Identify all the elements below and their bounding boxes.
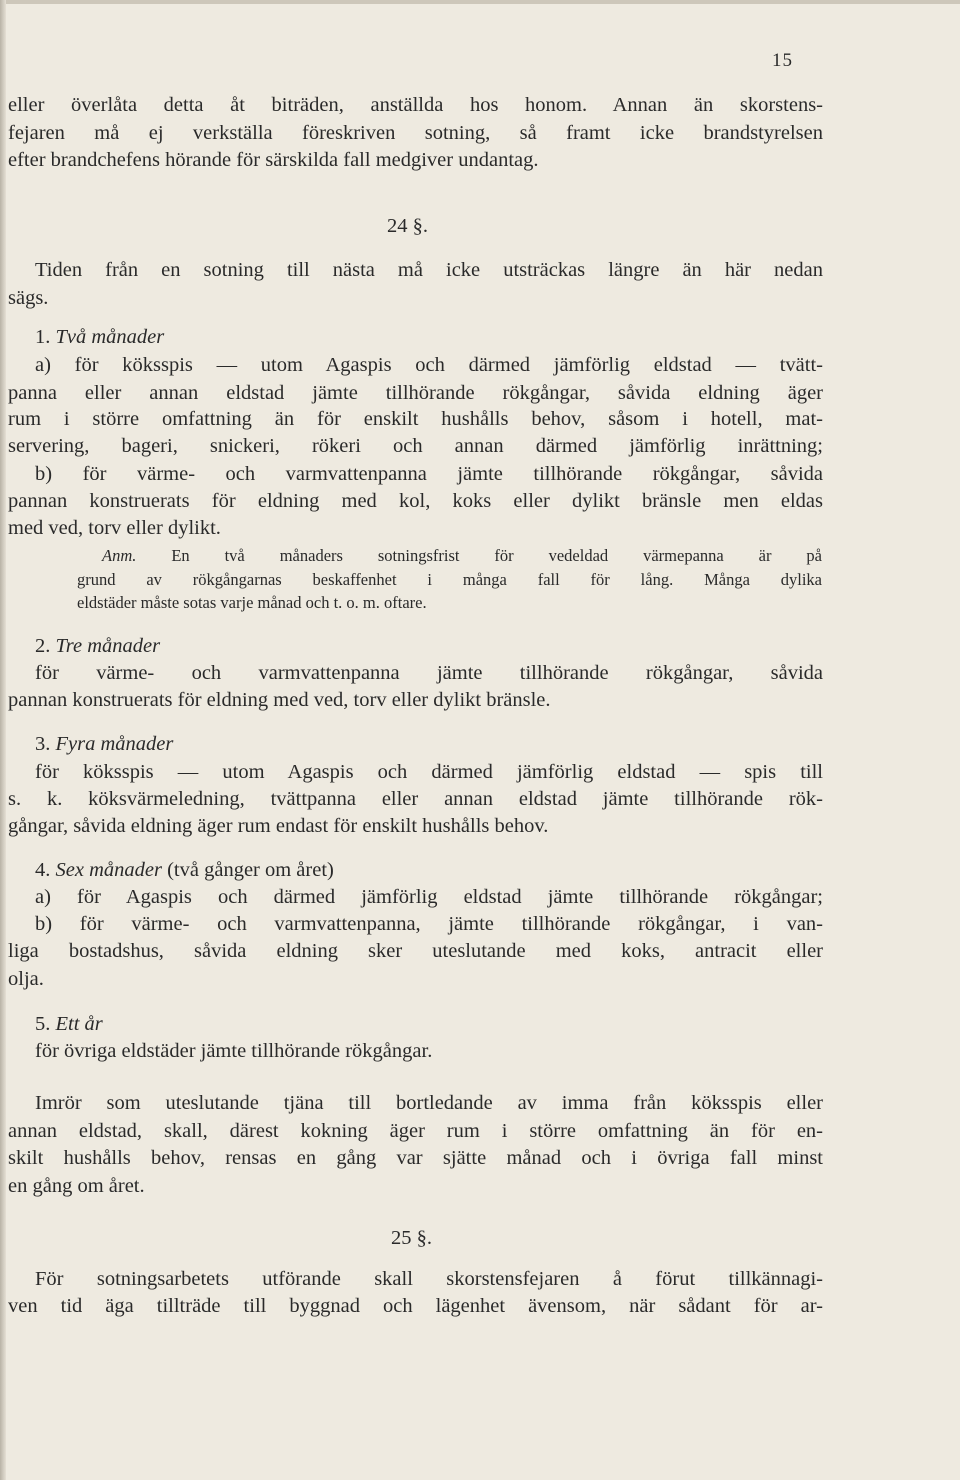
text-line: b) för värme- och varmvattenpanna, jämte tillhörande rökgångar, i van- [35,913,823,935]
text-line: rum i större omfattning än för enskilt hushålls behov, såsom i hotell, mat- [8,408,823,430]
text-line: pannan konstruerats för eldning med kol, koks eller dylikt bränsle men eldas [8,490,823,512]
text-line: s. k. köksvärmeledning, tvättpanna eller annan eldstad jämte tillhörande rök- [8,788,823,810]
page-number: 15 [772,50,793,71]
text-line: servering, bageri, snickeri, rökeri och annan därmed jämförlig inrättning; [8,435,823,457]
item-number: 3. [35,733,51,755]
text-line: med ved, torv eller dylikt. [8,517,221,539]
note-line: Anm. En två månaders sotningsfrist för vedeldad värmepanna är på [102,546,823,565]
item-number: 1. [35,326,51,348]
note-label: Anm. [102,546,137,565]
text-line: sägs. [8,287,49,309]
item-number: 2. [35,635,51,657]
text-line: eller överlåta detta åt biträden, anställda hos honom. Annan än skorstens- [8,94,823,116]
page-binding-edge [0,0,6,1480]
text-line: liga bostadshus, såvida eldning sker uteslutande med koks, antracit eller [8,940,823,962]
text-line: Tiden från en sotning till nästa må icke utsträckas längre än här nedan [35,259,823,281]
text-line: en gång om året. [8,1175,145,1197]
text-line: panna eller annan eldstad jämte tillhörande rökgångar, såvida eldning äger [8,382,823,404]
text-line: För sotningsarbetets utförande skall skorstensfejaren å förut tillkännagi- [35,1268,823,1290]
page-top-edge [0,0,960,4]
text-line: Imrör som uteslutande tjäna till bortledande av imma från köksspis eller [35,1092,823,1114]
section-heading-25: 25 §. [391,1227,432,1249]
text-line: b) för värme- och varmvattenpanna jämte tillhörande rökgångar, såvida [35,463,823,485]
item-heading [35,324,850,351]
note-line: eldstäder måste sotas varje månad och t. o. m. oftare. [77,593,427,612]
item-heading [35,731,850,758]
item-title: Två månader [55,326,165,348]
text-line: gångar, såvida eldning äger rum endast för enskilt hushålls behov. [8,815,549,837]
text-line: för övriga eldstäder jämte tillhörande rökgångar. [35,1040,433,1062]
item-title: Ett år [55,1013,103,1035]
text-line: ven tid äga tillträde till byggnad och lägenhet ävensom, när sådant för ar- [8,1295,823,1317]
section-heading-24: 24 §. [387,215,428,237]
text-line: fejaren må ej verkställa föreskriven sotning, så framt icke brandstyrelsen [8,122,823,144]
text-line: a) för köksspis — utom Agaspis och därmed jämförlig eldstad — tvätt- [35,354,823,376]
text-line: för värme- och varmvattenpanna jämte tillhörande rökgångar, såvida [35,662,823,684]
item-heading [35,633,850,660]
note-line: grund av rökgångarnas beskaffenhet i många fall för lång. Många dylika [77,570,822,589]
item-heading [35,857,850,884]
item-title-suffix: (två gånger om året) [167,859,334,881]
text-line: olja. [8,968,44,990]
item-number: 4. [35,859,51,881]
text-line: skilt hushålls behov, rensas en gång var sjätte månad och i övriga fall minst [8,1147,823,1169]
item-heading [35,1011,850,1038]
item-title: Sex månader [55,859,162,881]
text-line: för köksspis — utom Agaspis och därmed jämförlig eldstad — spis till [35,761,823,783]
text-line: a) för Agaspis och därmed jämförlig eldstad jämte tillhörande rökgångar; [35,886,823,908]
text-line: annan eldstad, skall, därest kokning äger rum i större omfattning än för en- [8,1120,823,1142]
text-line: efter brandchefens hörande för särskilda fall medgiver undantag. [8,149,539,171]
item-number: 5. [35,1013,51,1035]
item-title: Tre månader [55,635,161,657]
item-title: Fyra månader [55,733,174,755]
text-line: pannan konstruerats för eldning med ved, torv eller dylikt bränsle. [8,689,551,711]
